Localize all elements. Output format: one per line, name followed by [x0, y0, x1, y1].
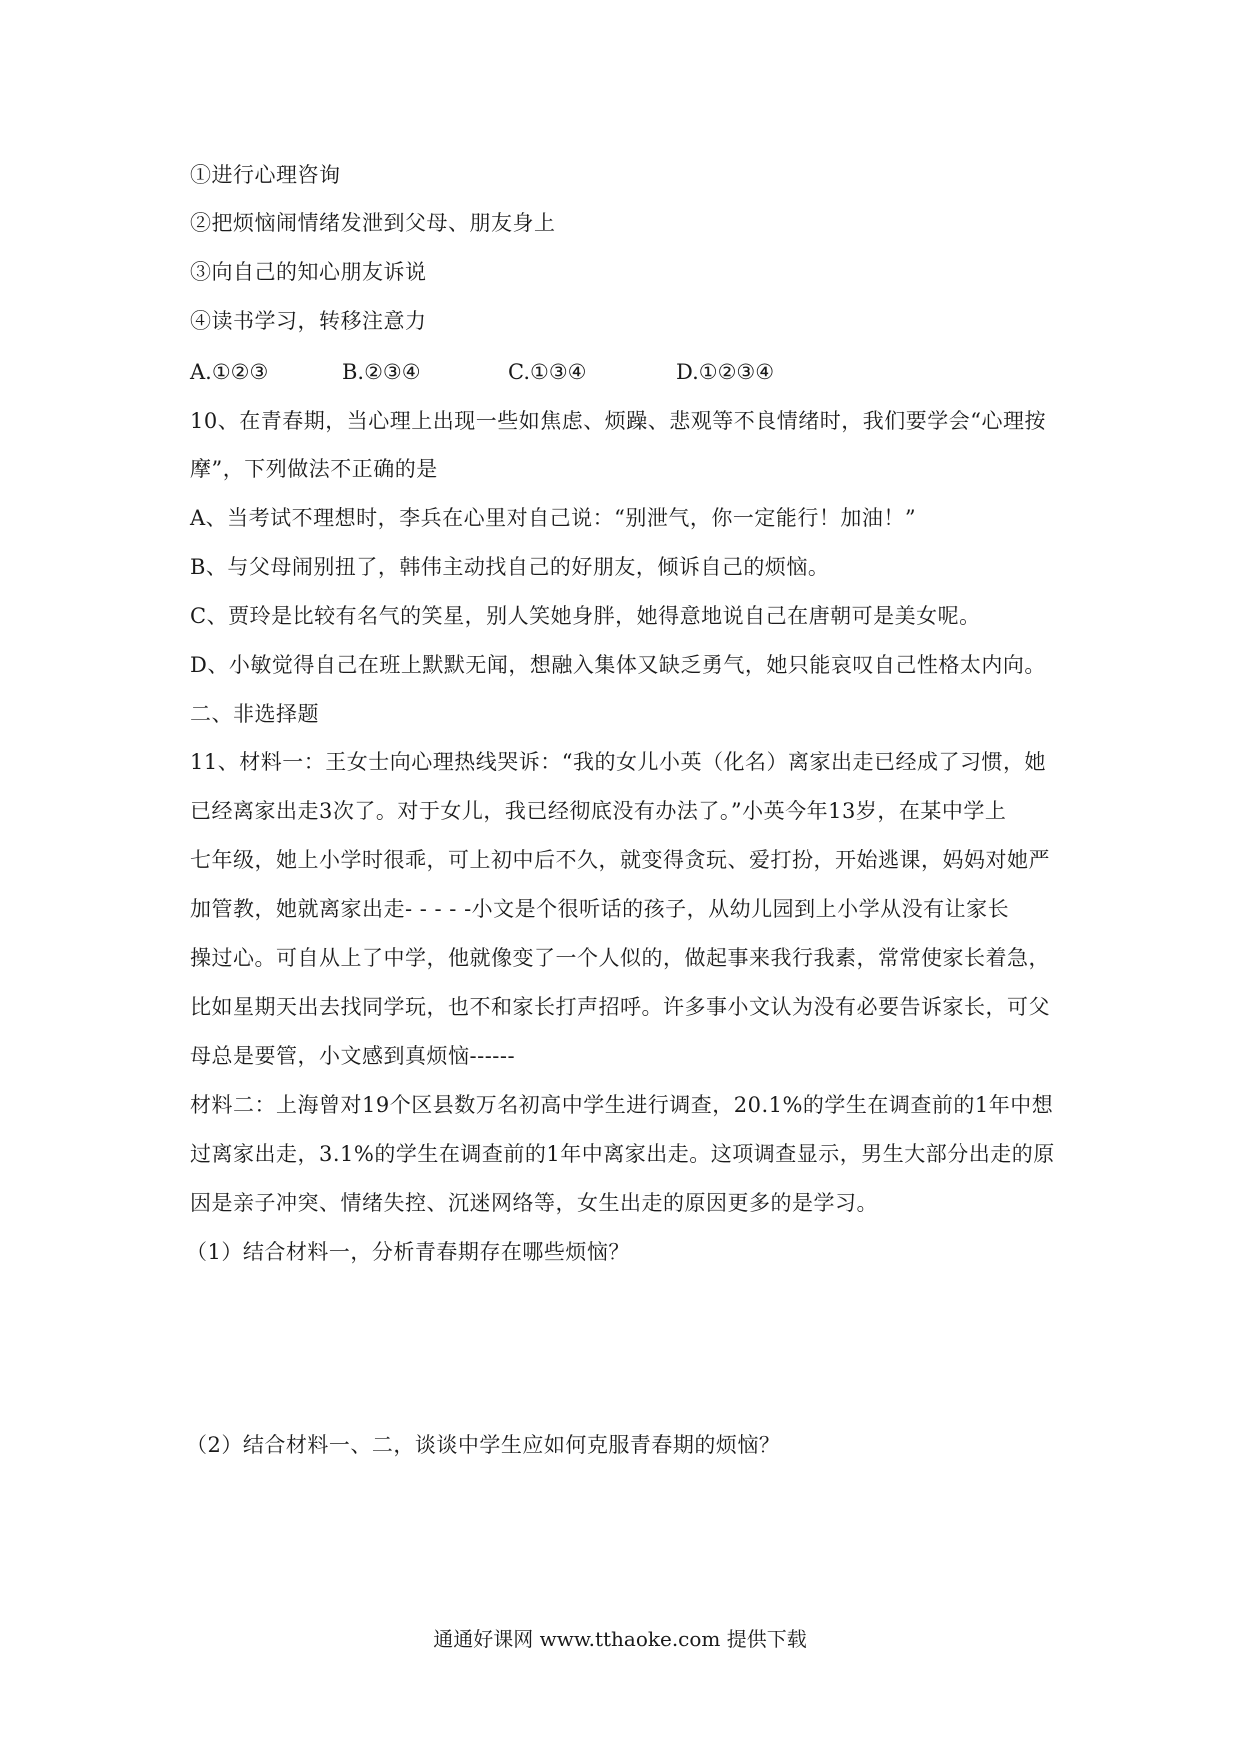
q11-material1-line: 操过心。可自从上了中学，他就像变了一个人似的，做起事来我行我素，常常使家长着急，: [190, 946, 1050, 970]
q9-choice-c: C.①③④: [508, 360, 587, 384]
q11-subquestion-1: （1）结合材料一，分析青春期存在哪些烦恼？: [186, 1240, 630, 1264]
q10-stem-line-2: 摩”，下列做法不正确的是: [190, 457, 438, 481]
q11-subquestion-2: （2）结合材料一、二，谈谈中学生应如何克服青春期的烦恼？: [186, 1433, 781, 1457]
q11-material2-line: 过离家出走，3.1%的学生在调查前的1年中离家出走。这项调查显示，男生大部分出走的原: [190, 1142, 1055, 1166]
q9-option-2: ②把烦恼闹情绪发泄到父母、朋友身上: [190, 211, 556, 235]
section-2-title: 二、非选择题: [190, 702, 319, 726]
page-footer: 通通好课网 www.tthaoke.com 提供下载: [433, 1627, 807, 1651]
q9-option-4: ④读书学习，转移注意力: [190, 309, 427, 333]
q10-choice-a: A、当考试不理想时，李兵在心里对自己说：“别泄气，你一定能行！加油！”: [190, 506, 917, 530]
q11-material1-line: 七年级，她上小学时很乖，可上初中后不久，就变得贪玩、爱打扮，开始逃课，妈妈对她严: [190, 848, 1050, 872]
q10-choice-d: D、小敏觉得自己在班上默默无闻，想融入集体又缺乏勇气，她只能哀叹自己性格太内向。: [190, 653, 1046, 677]
q9-choice-a: A.①②③: [190, 360, 269, 384]
q10-choice-c: C、贾玲是比较有名气的笑星，别人笑她身胖，她得意地说自己在唐朝可是美女呢。: [190, 604, 981, 628]
q11-material1-line: 11、材料一：王女士向心理热线哭诉：“我的女儿小英（化名）离家出走已经成了习惯，她: [190, 750, 1046, 774]
q11-material1-line: 加管教，她就离家出走- - - - -小文是个很听话的孩子，从幼儿园到上小学从没有让家长: [190, 897, 1010, 921]
q10-stem-line-1: 10、在青春期，当心理上出现一些如焦虑、烦躁、悲观等不良情绪时，我们要学会“心理按: [190, 409, 1046, 433]
q11-material1-line: 比如星期天出去找同学玩，也不和家长打声招呼。许多事小文认为没有必要告诉家长，可父: [190, 995, 1050, 1019]
q10-choice-b: B、与父母闹别扭了，韩伟主动找自己的好朋友，倾诉自己的烦恼。: [190, 555, 830, 579]
q11-material2-line: 因是亲子冲突、情绪失控、沉迷网络等，女生出走的原因更多的是学习。: [190, 1191, 878, 1215]
q11-material1-line: 母总是要管，小文感到真烦恼------: [190, 1044, 516, 1068]
q11-material1-line: 已经离家出走3次了。对于女儿，我已经彻底没有办法了。”小英今年13岁，在某中学上: [190, 799, 1007, 823]
q11-material2-line: 材料二：上海曾对19个区县数万名初高中学生进行调查，20.1%的学生在调查前的1年中想: [190, 1093, 1054, 1117]
q9-choice-b: B.②③④: [342, 360, 421, 384]
q9-option-3: ③向自己的知心朋友诉说: [190, 260, 427, 284]
q9-option-1: ①进行心理咨询: [190, 163, 341, 187]
q9-choice-d: D.①②③④: [676, 360, 775, 384]
